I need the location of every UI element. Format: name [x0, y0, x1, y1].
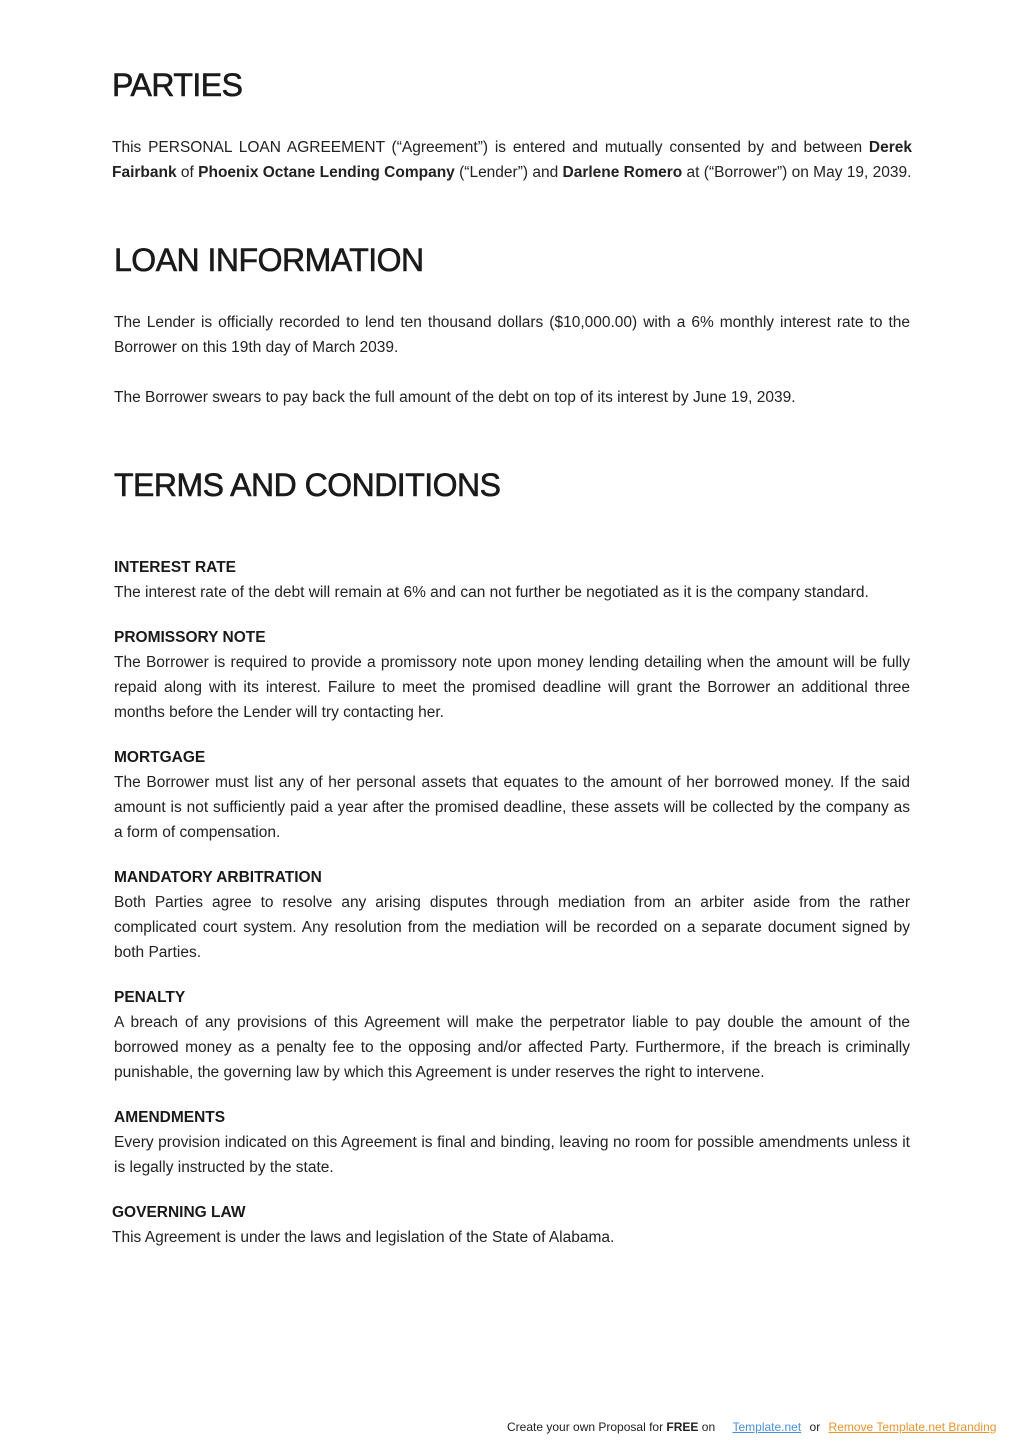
term-body-mortgage: The Borrower must list any of her personal assets that equates to the amount of her borrowed money. If the said amount is not sufficiently paid a year after the promised deadline, these assets will be collected by the company as a form of compensation.	[114, 774, 910, 841]
term-heading-amendments: AMENDMENTS	[114, 1109, 226, 1126]
term-body-interest-rate: The interest rate of the debt will remain at 6% and can not further be negotiated as it is the company standard.	[114, 584, 869, 601]
term-heading-penalty: PENALTY	[114, 989, 186, 1006]
footer-or: or	[809, 1420, 821, 1434]
term-body-promissory-note: The Borrower is required to provide a promissory note upon money lending detailing when the amount will be fully repaid along with its interest. Failure to meet the promised deadline will grant the Borrower an additional three months before the Lender will try contacting her.	[114, 654, 910, 721]
term-body-governing-law: This Agreement is under the laws and legislation of the State of Alabama.	[112, 1229, 615, 1246]
lender-name: Derek Fairbank	[112, 139, 912, 181]
parties-text: This PERSONAL LOAN AGREEMENT (“Agreement”) is entered and mutually consented by and between	[112, 139, 869, 156]
terms-heading: TERMS AND CONDITIONS	[114, 467, 501, 503]
parties-paragraph	[112, 135, 912, 185]
loan-information-paragraph-1: The Lender is officially recorded to lend ten thousand dollars ($10,000.00) with a 6% monthly interest rate to the Borrower on this 19th day of March 2039.	[114, 314, 910, 356]
lender-company: Phoenix Octane Lending Company	[198, 164, 455, 181]
term-heading-promissory-note: PROMISSORY NOTE	[114, 629, 266, 646]
term-body-mandatory-arbitration: Both Parties agree to resolve any arising disputes through mediation from an arbiter aside from the rather complicated court system. Any resolution from the mediation will be recorded on a separate document signed by both Parties.	[114, 894, 910, 961]
footer-free: FREE	[666, 1420, 699, 1434]
term-heading-interest-rate: INTEREST RATE	[114, 559, 236, 576]
remove-branding-link[interactable]: Remove Template.net Branding	[828, 1420, 997, 1434]
footer-on: on	[698, 1420, 716, 1434]
parties-text: of	[176, 164, 199, 181]
loan-information-paragraph-2: The Borrower swears to pay back the full amount of the debt on top of its interest by June 19, 2039.	[114, 389, 796, 406]
borrower-name: Darlene Romero	[562, 164, 683, 181]
footer-text: Create your own Proposal for	[507, 1420, 667, 1434]
term-heading-mandatory-arbitration: MANDATORY ARBITRATION	[114, 869, 322, 886]
loan-information-heading: LOAN INFORMATION	[114, 242, 424, 278]
parties-text: (“Lender”) and	[454, 164, 563, 181]
parties-text: at (“Borrower”) on May 19, 2039.	[682, 164, 912, 181]
term-body-amendments: Every provision indicated on this Agreement is final and binding, leaving no room for possible amendments unless it is legally instructed by the state.	[114, 1134, 910, 1176]
footer-branding	[507, 1418, 996, 1436]
term-heading-governing-law: GOVERNING LAW	[112, 1204, 246, 1221]
term-heading-mortgage: MORTGAGE	[114, 749, 206, 766]
template-net-link[interactable]: Template.net	[732, 1420, 802, 1434]
term-body-penalty: A breach of any provisions of this Agreement will make the perpetrator liable to pay double the amount of the borrowed money as a penalty fee to the opposing and/or affected Party. Furthermore, if the breach is criminally punishable, the governing law by which this Agreement is under reserves the right to intervene.	[114, 1014, 910, 1081]
parties-heading: PARTIES	[112, 67, 243, 103]
